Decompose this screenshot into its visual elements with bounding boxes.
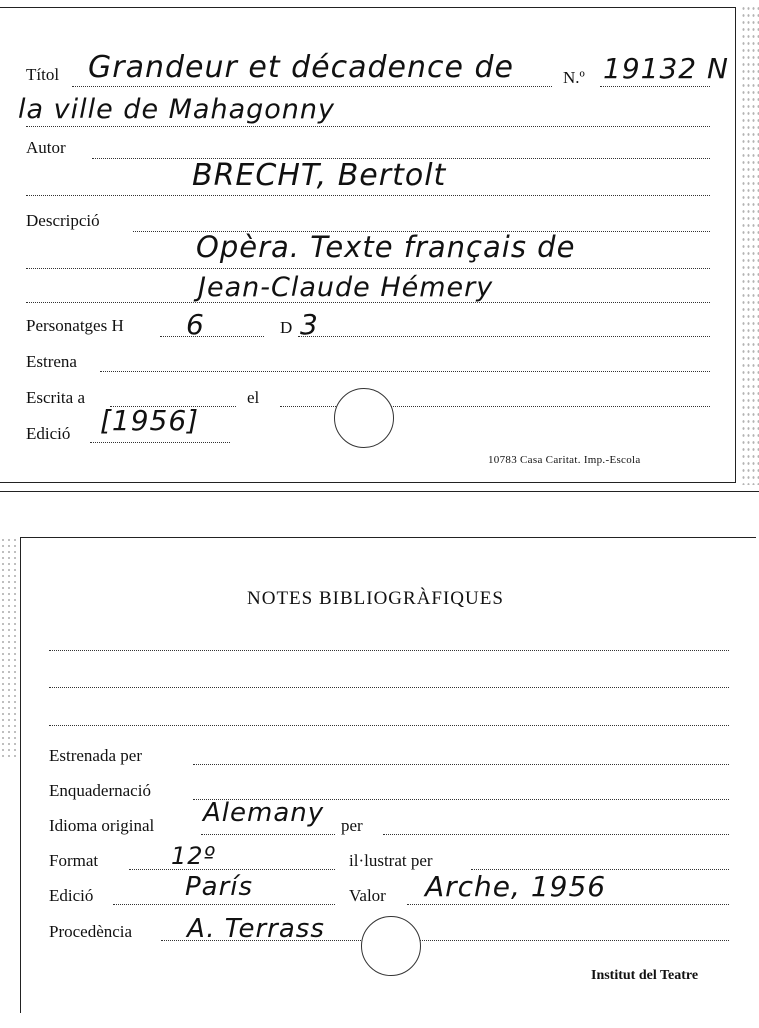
handwritten-valor: Arche, 1956 [425,870,607,903]
rule-autor-2 [26,195,710,196]
rule-edicio [90,442,230,443]
printer-imprint: 10783 Casa Caritat. Imp.-Escola [488,454,641,466]
label-enquadernacio: Enquadernació [49,781,151,800]
rule-title-2 [26,126,710,127]
paper-edge-texture [0,537,18,757]
label-idioma-per: per [341,816,363,835]
handwritten-description-line2: Jean-Claude Hémery [198,272,494,303]
rule-personatges-d [298,336,710,337]
handwritten-idioma-original: Alemany [203,798,325,828]
institute-imprint: Institut del Teatre [591,968,699,983]
handwritten-personatges-h: 6 [186,308,205,341]
label-estrenada-per: Estrenada per [49,746,142,765]
catalog-card-front [0,7,736,483]
label-autor: Autor [26,138,66,157]
handwritten-format: 12º [171,842,216,870]
rule-estrenada-per [193,764,729,765]
label-estrena: Estrena [26,352,77,371]
rule-format [129,869,335,870]
rule-notes-3 [49,725,729,726]
label-valor: Valor [349,886,386,905]
label-edicio: Edició [26,424,71,443]
label-titol: Títol [26,65,60,84]
punch-hole [361,916,421,976]
rule-titol [72,86,552,87]
catalog-card-back [20,537,756,1013]
rule-valor [407,904,729,905]
handwritten-edicio-back: París [185,872,254,902]
handwritten-title-line2: la ville de Mahagonny [18,94,335,125]
label-escrita-a: Escrita a [26,388,85,407]
card-separator [0,491,759,492]
rule-estrena [100,371,710,372]
heading-notes-bibliografiques: NOTES BIBLIOGRÀFIQUES [247,588,504,609]
label-descripcio: Descripció [26,211,100,230]
rule-idioma-per [383,834,729,835]
handwritten-number: 19132 N [603,52,729,85]
rule-edicio-back [113,904,335,905]
rule-personatges-h [160,336,264,337]
handwritten-title-line1: Grandeur et décadence de [88,50,514,85]
label-format: Format [49,851,99,870]
label-il-lustrat-per: il·lustrat per [349,851,433,870]
rule-number [600,86,710,87]
label-personatges-d: D [280,318,293,337]
label-personatges-h: Personatges H [26,316,124,335]
punch-hole [334,388,394,448]
paper-edge-texture [741,5,759,485]
label-el: el [247,388,260,407]
label-procedencia: Procedència [49,922,133,941]
handwritten-edicio: [1956] [100,404,200,437]
handwritten-procedencia: A. Terrass [187,914,325,944]
label-idioma-original: Idioma original [49,816,155,835]
label-edicio-back: Edició [49,886,94,905]
rule-idioma-original [201,834,335,835]
label-number: N.º [563,68,585,87]
rule-descripcio-2 [26,268,710,269]
rule-notes-2 [49,687,729,688]
handwritten-author: BRECHT, Bertolt [192,158,447,193]
rule-notes-1 [49,650,729,651]
handwritten-personatges-d: 3 [300,308,319,341]
handwritten-description-line1: Opèra. Texte français de [196,230,576,264]
